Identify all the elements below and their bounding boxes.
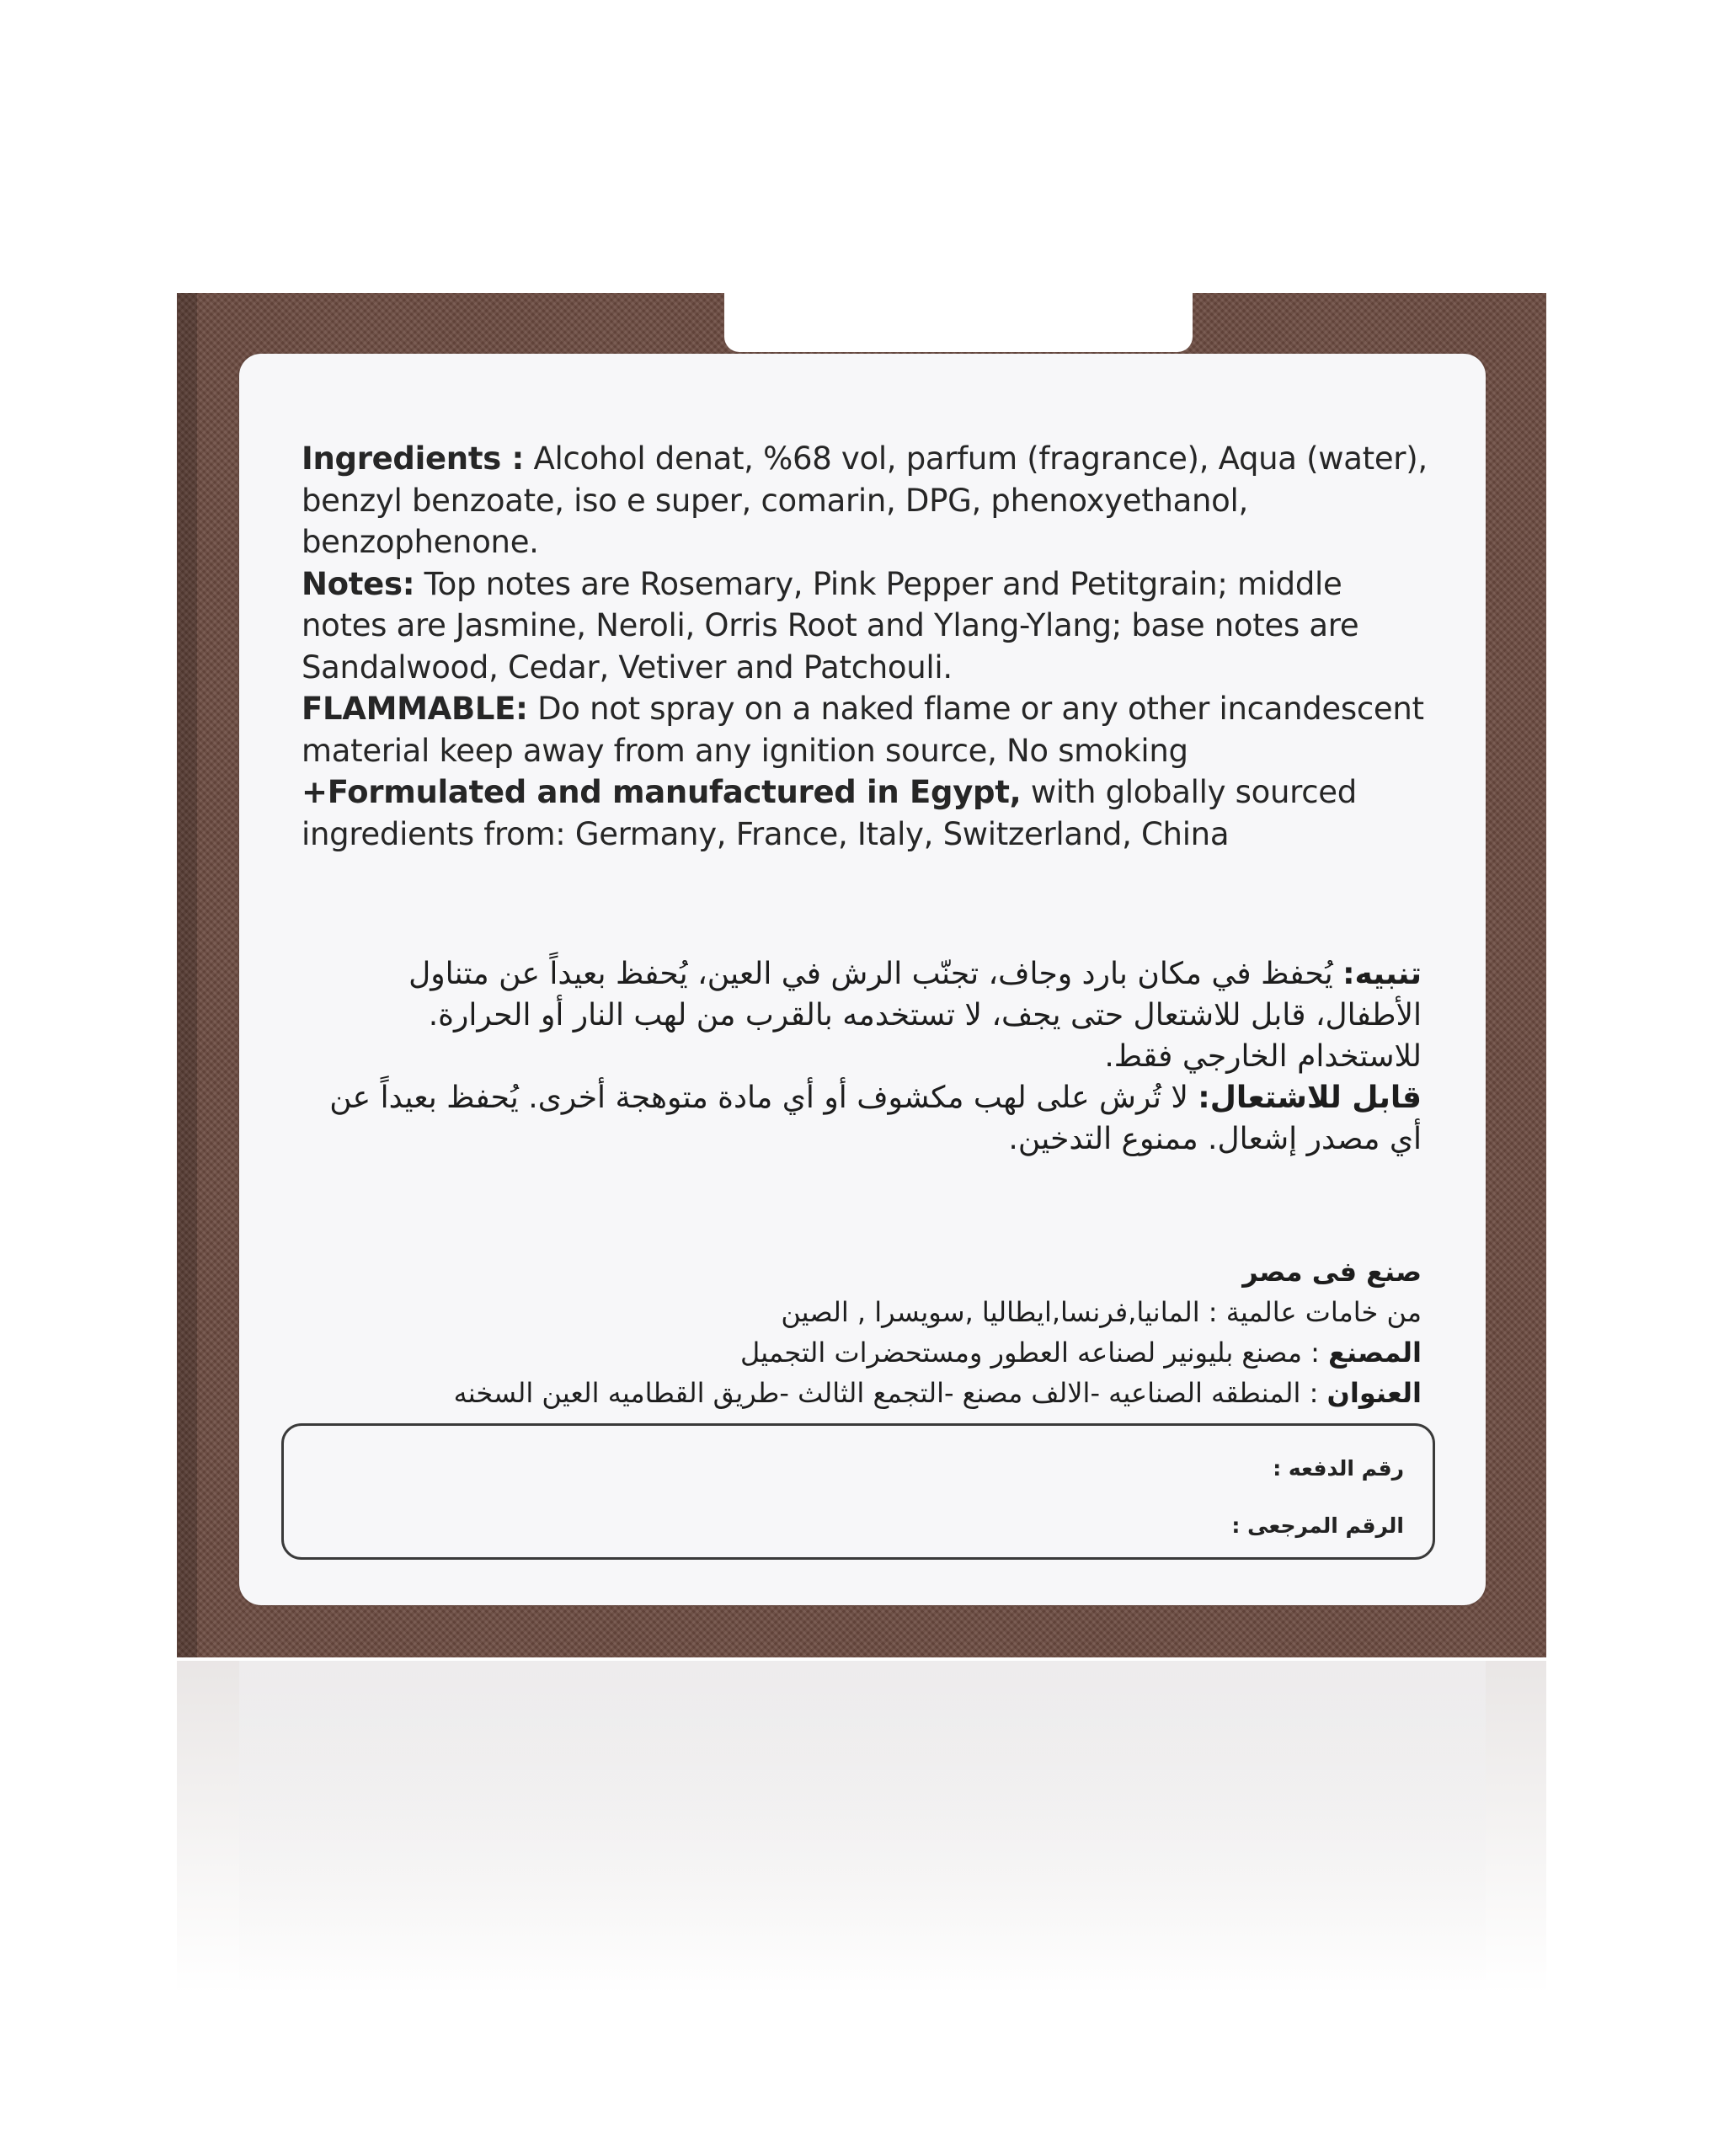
label-reflection [239, 1661, 1486, 2015]
brown-box [177, 293, 1546, 1657]
batch-info-box [281, 1423, 1435, 1560]
made-in-heading: صنع فى مصر [1242, 1256, 1422, 1288]
address-heading: العنوان [1326, 1377, 1422, 1409]
arabic-caution-text: يُحفظ في مكان بارد وجاف، تجنّب الرش في العين، يُحفظ بعيداً عن متناول الأطفال، قابل للاشتعال حتى يجف، لا تستخدمه بالقرب من لهب النار أو الحرارة. للاستخدام الخارجي فقط. [408, 957, 1422, 1074]
origin-paragraph [302, 771, 1430, 855]
materials-line: من خامات عالمية : المانيا,فرنسا,ايطاليا ,سويسرا , الصين [781, 1296, 1422, 1328]
notes-text: Top notes are Rosemary, Pink Pepper and Petitgrain; middle notes are Jasmine, Neroli, Orris Root and Ylang-Ylang; base notes are Sandalwood, Cedar, Vetiver and Patchouli. [302, 565, 1359, 686]
ingredients-text: Alcohol denat, %68 vol, parfum (fragrance), Aqua (water), benzyl benzoate, iso e super, comarin, DPG, phenoxyethanol, benzophenone. [302, 440, 1428, 560]
notes-paragraph [302, 563, 1430, 689]
notes-heading: Notes: [302, 565, 415, 602]
box-side-edge [177, 293, 197, 1657]
product-label [239, 354, 1486, 1605]
origin-text: with globally sourced ingredients from: Germany, France, Italy, Switzerland, China [302, 774, 1357, 852]
box-top-notch [724, 293, 1193, 352]
address-line [302, 1373, 1422, 1413]
arabic-caution-heading: تنبيه: [1342, 957, 1422, 991]
manufacturer-text: : مصنع بليونير لصناعه العطور ومستحضرات التجميل [739, 1337, 1329, 1369]
flammable-text: Do not spray on a naked flame or any other incandescent material keep away from any ignition source, No smoking [302, 691, 1424, 769]
reference-number-label: الرقم المرجعى : [1231, 1513, 1404, 1538]
ingredients-heading: Ingredients : [302, 440, 525, 477]
english-text-block [302, 438, 1430, 855]
arabic-flammable-paragraph [302, 1077, 1422, 1160]
arabic-flammable-heading: قابل للاشتعال: [1198, 1081, 1422, 1115]
arabic-warning-block [302, 953, 1422, 1160]
arabic-caution-paragraph [302, 953, 1422, 1077]
ingredients-paragraph [302, 438, 1430, 563]
manufacturer-heading: المصنع [1328, 1337, 1422, 1369]
flammable-heading: FLAMMABLE: [302, 691, 528, 727]
batch-number-label: رقم الدفعه : [1273, 1456, 1404, 1481]
box-reflection [177, 1661, 1546, 2031]
arabic-flammable-text: لا تُرش على لهب مكشوف أو أي مادة متوهجة أخرى. يُحفظ بعيداً عن أي مصدر إشعال. ممنوع التدخين. [329, 1081, 1422, 1156]
address-text: : المنطقه الصناعيه -الالف مصنع -التجمع الثالث -طريق القطاميه العين السخنه [453, 1377, 1327, 1409]
flammable-paragraph [302, 688, 1430, 771]
made-in-egypt [302, 1251, 1422, 1292]
manufacturer-line [302, 1332, 1422, 1373]
origin-heading: +Formulated and manufactured in Egypt, [302, 774, 1022, 810]
arabic-origin-block [302, 1251, 1422, 1413]
